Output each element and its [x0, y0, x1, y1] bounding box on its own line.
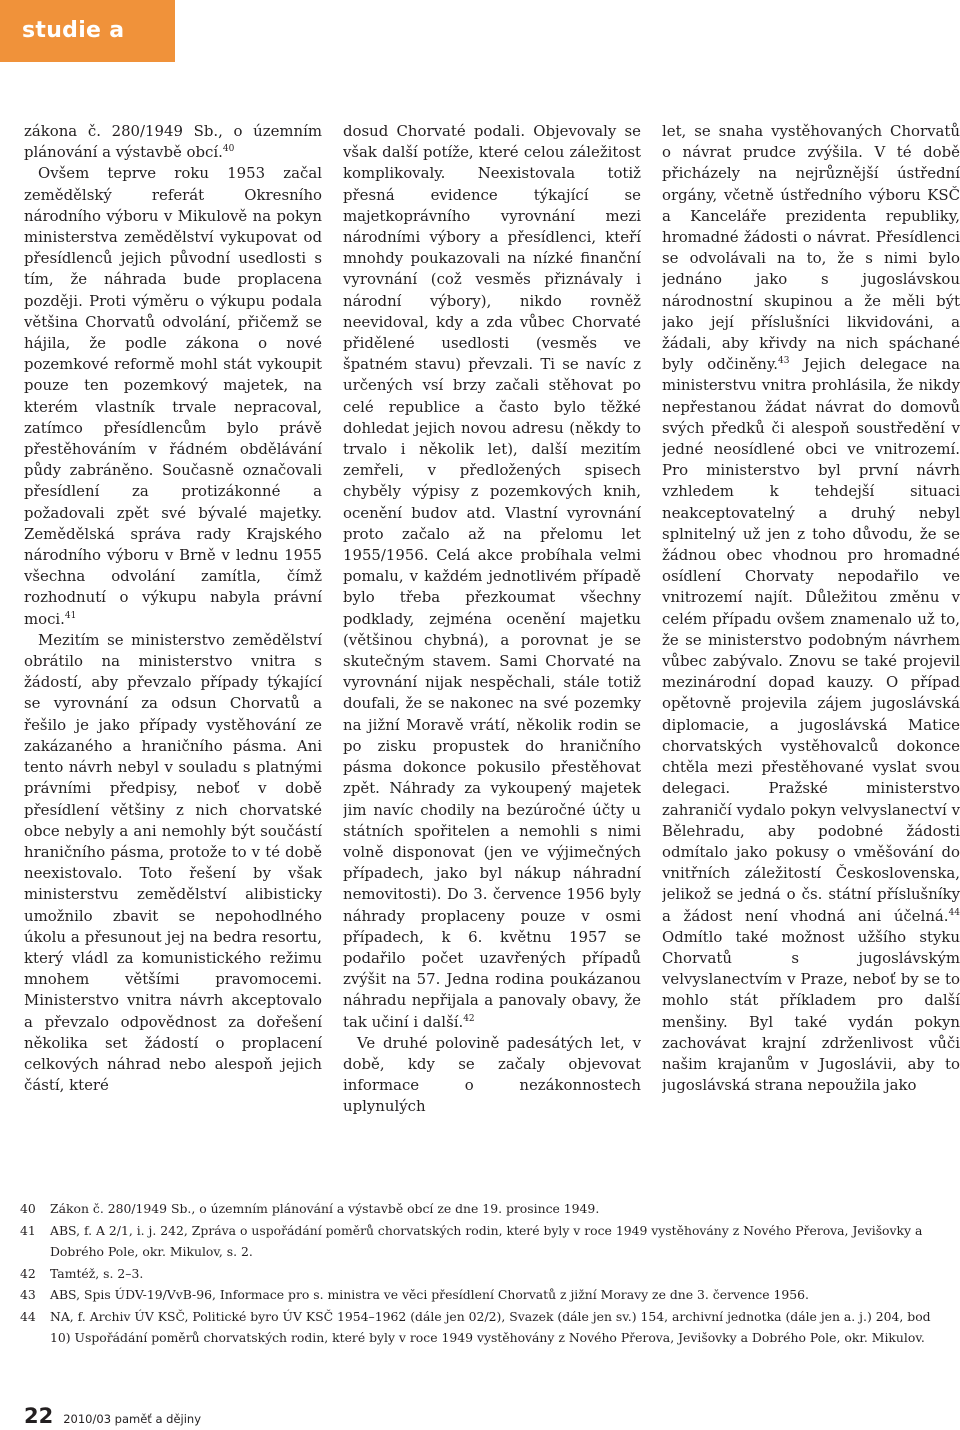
- text-column-1: [24, 121, 322, 1161]
- paragraph: Mezitím se ministerstvo zemědělství obrátilo na ministerstvo vnitra s žádostí, aby převzalo případy týkající se vyrovnání za odsun Chorvatů a řešilo je jako případy vystěhování ze zakázaného a hraničního pásma. Ani tento návrh nebyl v souladu s platnými právními předpisy, neboť v době přesídlení většiny z nich chorvatské obce nebyly a ani nemohly být součástí hraničního pásma, protože to v té době neexistovalo. Toto řešení by však ministerstvu zemědělství alibisticky umožnilo zbavit se nepohodlného úkolu a přesunout jej na bedra resortu, který vládl za komunistického režimu mnohem většími pravomocemi. Ministerstvo vnitra návrh akceptovalo a převzalo odpovědnost za dořešení několika set žádostí o proplacení celkových náhrad nebo alespoň jejich částí, které: [24, 630, 322, 1095]
- footnote-text: Tamtéž, s. 2–3.: [50, 1265, 144, 1281]
- footnote: [20, 1198, 940, 1220]
- paragraph: dosud Chorvaté podali. Objevovaly se však další potíže, které celou záležitost komplikovaly. Neexistovala totiž přesná evidence týkající se majetkoprávního vyrovnání mezi národními výbory a přesídlenci, kteří mnohdy poukazovali na nízké finanční vyrovnání (což vesměs přiznávaly i národní výbory), nikdo rovněž neevidoval, kdy a zda vůbec Chorvaté přidělené usedlosti (vesměs ve špatném stavu) převzali. Ti se navíc z určených vsí brzy začali stěhovat po celé republice a často bylo těžké dohledat jejich novou adresu (někdy to trvalo i několik let), další mezitím zemřeli, v předložených spisech chyběly výpisy z pozemkových knih, ocenění budov atd. Vlastní vyrovnání proto začalo až na přelomu let 1955/1956. Celá akce probíhala velmi pomalu, v každém jednotlivém případě bylo třeba přezkoumat všechny podklady, zejména ocenění majetku (většinou chybná), a porovnat je se skutečným stavem. Sami Chorvaté na vyrovnání nijak nespěchali, stále totiž doufali, že se nakonec na své pozemky na jižní Moravě vrátí, několik rodin se po zisku propustek do hraničního pásma dokonce pokusilo přestěhovat zpět. Náhrady za vykoupený majetek jim navíc chodily na bezúročné účty u státních spořitelen a nemohli s nimi volně disponovat (jen ve výjimečných případech, jako byl nákup náhradní nemovitosti). Do 3. července 1956 byly náhrady proplaceny pouze v osmi případech, k 6. květnu 1957 se podařilo počet uzavřených případů zvýšit na 57. Jedna rodina poukázanou náhradu nepřijala a panovaly obavy, že tak učiní i další.$^{42}$: [343, 122, 641, 1031]
- footnote: [20, 1306, 940, 1349]
- footnote-number: 40: [20, 1201, 36, 1216]
- paragraph: Ve druhé polovině padesátých let, v době, kdy se začaly objevovat informace o nezákonnostech uplynulých: [343, 1033, 641, 1116]
- footnote: [20, 1220, 940, 1263]
- paragraph: let, se snaha vystěhovaných Chorvatů o návrat prudce zvýšila. V té době přicházely na nejrůznější ústřední orgány, včetně ústředního výboru KSČ a Kanceláře prezidenta republiky, hromadné žádosti o návrat. Přesídlenci se odvolávali na to, že s nimi bylo jednáno jako s jugoslávskou národnostní skupinou a že měli být jako její příslušníci likvidováni, a žádali, aby křivdy na nich spáchané byly odčiněny.$^{43}$ Jejich delegace na ministerstvu vnitra prohlásila, že nikdy nepřestanou žádat návrat do domovů svých předků či alespoň soustředění v jedné neosídlené obci ve vnitrozemí. Pro ministerstvo byl první návrh vzhledem k tehdejší situaci neakceptovatelný a druhý nebyl splnitelný už jen z toho důvodu, že se žádnou obec vhodnou pro hromadné osídlení Chorvaty nepodařilo ve vnitrozemí najít. Důležitou změnu v celém případu ovšem znamenalo už to, že se ministerstvo podobným návrhem vůbec zabývalo. Znovu se také projevil mezinárodní dopad kauzy. O případ opětovně projevila zájem jugoslávská diplomacie, a jugoslávská Matice chorvatských vystěhovalců dokonce chtěla mezi přestěhované vyslat svou delegaci. Pražské ministerstvo zahraničí vydalo pokyn velvyslanectví v Bělehradu, aby podobné žádosti odmítalo jako pokusy o vměšování do vnitřních záležitostí Československa, jelikož se jedná o čs. státní příslušníky a žádost není vhodná ani účelná.$^{44}$ Odmítlo také možnost užšího styku Chorvatů s jugoslávským velvyslanectvím v Praze, neboť by se to mohlo stát příkladem pro další menšiny. Byl také vydán pokyn zachovávat krajní zdrženlivost vůči našim krajanům v Jugoslávii, aby to jugoslávská strana nepoužila jako: [662, 122, 960, 1095]
- footnote-text: NA, f. Archiv ÚV KSČ, Politické byro ÚV KSČ 1954–1962 (dále jen 02/2), Svazek (dále jen sv.) 154, archivní jednotka (dále jen a. j.) 204, bod 10) Uspořádání poměrů chorvatských rodin, které byly v roce 1949 vystěhovány z Nového Přerova, Jevišovky a Dobrého Pole, okr. Mikulov.: [50, 1308, 931, 1345]
- footnote: [20, 1284, 940, 1306]
- footnote: [20, 1263, 940, 1285]
- footnote-number: 43: [20, 1287, 36, 1302]
- footnote-text: ABS, Spis ÚDV-19/VvB-96, Informace pro s. ministra ve věci přesídlení Chorvatů z jižní Moravy ze dne 3. července 1956.: [50, 1287, 809, 1302]
- footnote-ref[interactable]: 42: [463, 1013, 475, 1024]
- footnote-text: ABS, f. A 2/1, i. j. 242, Zpráva o uspořádání poměrů chorvatských rodin, které byly v roce 1949 vystěhovány z Nového Přerova, Jevišovky a Dobrého Pole, okr. Mikulov, s. 2.: [50, 1222, 923, 1259]
- footnote-number: 41: [20, 1222, 36, 1238]
- section-label: studie a články: [0, 0, 175, 62]
- footnote-ref[interactable]: 43: [778, 356, 790, 367]
- footnote-ref[interactable]: 40: [222, 144, 235, 155]
- footnote-ref[interactable]: 44: [948, 907, 960, 918]
- journal-name: 2010/03 paměť a dějiny: [63, 1412, 202, 1426]
- page-footer: [24, 1404, 201, 1430]
- text-column-2: [343, 121, 641, 1161]
- footnotes: [20, 1198, 940, 1349]
- page-number: 22: [24, 1404, 54, 1428]
- footnote-number: 42: [20, 1265, 36, 1281]
- footnote-number: 44: [20, 1308, 36, 1324]
- paragraph: zákona č. 280/1949 Sb., o územním plánování a výstavbě obcí.$^{40}$: [24, 122, 322, 162]
- text-column-3: [662, 121, 960, 1161]
- footnote-text: Zákon č. 280/1949 Sb., o územním plánování a výstavbě obcí ze dne 19. prosince 1949.: [50, 1201, 600, 1216]
- paragraph: Ovšem teprve roku 1953 začal zemědělský referát Okresního národního výboru v Mikulově na pokyn ministerstva zemědělství vykupovat od přesídlenců jejich původní usedlosti s tím, že náhrada bude proplacena později. Proti výměru o výkupu podala většina Chorvatů odvolání, přičemž se hájila, že podle zákona o nové pozemkové reformě mohl stát vykoupit pouze ten pozemkový majetek, na kterém vlastník trvale nepracoval, zatímco přesídlencům bylo právě přestěhováním v řádném obdělávání půdy zabráněno. Současně označovali přesídlení za protizákonné a požadovali zpět své bývalé majetky. Zemědělská správa rady Krajského národního výboru v Brně v lednu 1955 všechna odvolání zamítla, čímž rozhodnutí o výkupu nabyla právní moci.$^{41}$: [24, 164, 322, 628]
- footnote-ref[interactable]: 41: [64, 610, 77, 621]
